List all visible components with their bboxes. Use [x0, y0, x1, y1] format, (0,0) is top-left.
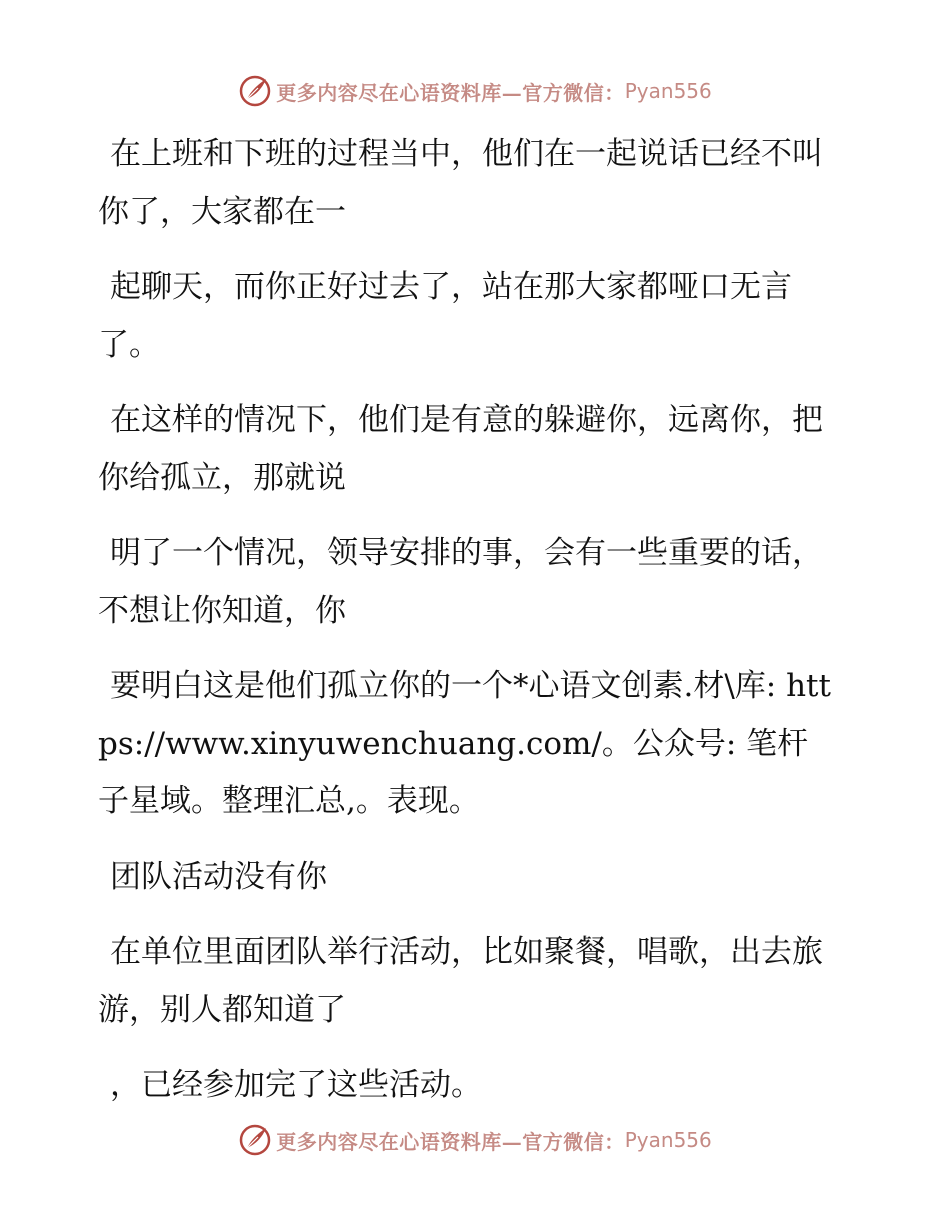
feather-pen-logo-icon: [238, 1123, 272, 1157]
header-wechat-id: Pyan556: [624, 79, 712, 103]
paragraph: 在上班和下班的过程当中，他们在一起说话已经不叫你了，大家都在一: [98, 136, 823, 230]
paragraph: 明了一个情况，领导安排的事，会有一些重要的话，不想让你知道，你: [98, 535, 823, 629]
paragraph: 起聊天，而你正好过去了，站在那大家都哑口无言了。: [98, 269, 792, 363]
footer-banner: [0, 1118, 950, 1162]
section-heading: 团队活动没有你: [110, 858, 327, 895]
paragraph: 要明白这是他们孤立你的一个*心语文创素.材\库: https://www.xinyuwenchuang.com/。公众号: 笔杆子星域。整理汇总,。表现。: [98, 668, 831, 819]
paragraph: 在这样的情况下，他们是有意的躲避你，远离你，把你给孤立，那就说: [98, 402, 823, 496]
footer-text: 更多内容尽在心语资料库—官方微信：: [276, 1129, 625, 1154]
footer-wechat-id: Pyan556: [624, 1128, 712, 1152]
document-body: [98, 126, 833, 1133]
header-text: 更多内容尽在心语资料库—官方微信：: [276, 80, 625, 105]
paragraph: ，已经参加完了这些活动。: [110, 1067, 482, 1103]
paragraph: 在单位里面团队举行活动，比如聚餐，唱歌，出去旅游，别人都知道了: [98, 934, 823, 1028]
feather-pen-logo-icon: [238, 74, 272, 108]
header-banner: [0, 69, 950, 113]
